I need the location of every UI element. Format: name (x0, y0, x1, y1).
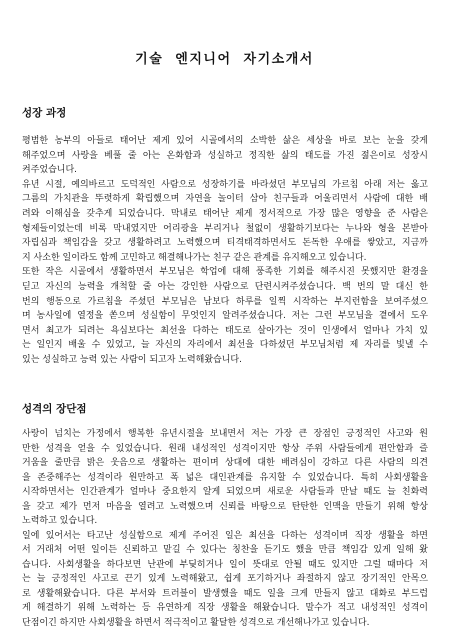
body-line: 는 늘 긍정적인 사고로 끈기 있게 노력해왔고, 쉽게 포기하거나 좌절하지 않고 장기적인 안목으 (22, 574, 428, 584)
body-line: 려와 이해심을 갖추게 되었습니다. 막내로 태어난 제게 정서적으로 가장 많은 영향을 준 사람은 (22, 208, 428, 219)
body-line: 형제들이었는데 비록 막내였지만 어리광을 부리거나 철없이 생활하기보다는 누나와 형을 본받아 (22, 223, 428, 234)
body-line: 번의 행동으로 가르침을 주셨던 부모님은 남보다 하루를 일찍 시작하는 부지런함을 보여주셨으 (22, 296, 428, 307)
paragraph (22, 529, 428, 631)
body-line: 게 해결하기 위해 노력하는 등 유연하게 직장 생활을 해왔습니다. 말수가 적고 내성적인 성격이 (22, 603, 428, 613)
body-line: 일에 있어서는 타고난 성실함으로 제게 주어진 일은 최선을 다하는 성격이며 직장 생활을 하면 (22, 530, 428, 541)
body-line: 있는 성실하고 능력 있는 사람이 되고자 노력해왔습니다. (22, 354, 242, 365)
body-line: 해주었으며 사랑을 베풀 줄 아는 온화함과 성실하고 정직한 삶의 태도를 가진 젊은이로 성장시 (22, 150, 428, 161)
body-line: 서 거래처 어떤 일이든 신뢰하고 맡길 수 있다는 칭찬을 듣기도 했을 만큼 책임감 있게 일해 왔 (22, 545, 428, 555)
body-line: 면서 최고가 되려는 욕심보다는 최선을 다하는 태도로 살아가는 것이 인생에서 얼마나 가치 있 (22, 325, 428, 336)
body-line: 자립심과 책임감을 갖고 생활하려고 노력했으며 티격태격하면서도 돈독한 우애를 쌓았고, 지금까 (22, 238, 428, 249)
paragraph (22, 134, 428, 178)
body-line: 딛고 자신의 능력을 개척할 줄 아는 강인한 사람으로 단련시켜주셨습니다. 백 번의 말 대신 한 (22, 281, 428, 292)
document-title: 기술 엔지니어 자기소개서 (135, 52, 314, 67)
section-body-personality (22, 427, 428, 630)
paragraph (22, 178, 428, 266)
section-body-growth (22, 134, 428, 368)
body-line: 단점이긴 하지만 사회생활을 하면서 적극적이고 활달한 성격으로 개선해나가고 있습니다. (22, 617, 370, 628)
body-line: 유년 시절, 예의바르고 도덕적인 사람으로 성장하기를 바라셨던 부모님의 가르침 아래 저는 옳고 (22, 179, 428, 190)
section-heading-personality: 성격의 장단점 (22, 403, 87, 415)
paragraph (22, 427, 428, 529)
section-heading-growth: 성장 과정 (22, 107, 67, 119)
body-line: 그름의 가치관을 뚜렷하게 확립했으며 자연을 놀이터 삼아 친구들과 어울리면서 사람에 대한 배 (22, 194, 428, 205)
body-line: 사랑이 넘치는 가정에서 행복한 유년시절을 보내면서 저는 가장 큰 장점인 긍정적인 사고와 원 (22, 429, 428, 439)
body-line: 켜주었습니다. (22, 165, 78, 176)
body-line: 며 농사일에 열정을 쏟으며 성실함이 무엇인지 알려주셨습니다. 저는 그런 부모님을 곁에서 도우 (22, 311, 428, 322)
body-line: 지 사소한 일이라도 함께 고민하고 해결해나가는 친구 같은 관계를 유지해오고 있습니다. (22, 252, 367, 263)
body-line: 습니다. 사회생활을 하다보면 난관에 부딪히거나 일이 뜻대로 안될 때도 있지만 그럴 때마다 저 (22, 559, 428, 570)
body-line: 또한 작은 시골에서 생활하면서 부모님은 학업에 대해 풍족한 기회를 해주시진 못했지만 환경을 (22, 267, 428, 278)
body-line: 을 갖고 제가 먼저 마음을 열려고 노력했으며 신뢰를 바탕으로 탄탄한 인맥을 만들기 위해 항상 (22, 501, 428, 512)
body-line: 는 일인지 배울 수 있었고, 늘 자신의 자리에서 최선을 다하셨던 부모님처럼 제 자리를 빛낼 수 (22, 340, 428, 351)
body-line: 로 생활해왔습니다. 다른 부서와 트러블이 발생했을 때도 일을 크게 만들지 않고 대화로 부드럽 (22, 588, 428, 599)
body-line: 을 존중해주는 성격이라 원만하고 폭 넓은 대인관계를 유지할 수 있었습니다. 특히 사회생활을 (22, 472, 428, 483)
body-line: 시작하면서는 인간관계가 얼마나 중요한지 알게 되었으며 새로운 사람들과 만날 때도 늘 친화력 (22, 487, 428, 497)
body-line: 만한 성격을 얻을 수 있었습니다. 원래 내성적인 성격이지만 항상 주위 사람들에게 편안함과 즐 (22, 443, 428, 454)
body-line: 평범한 농부의 아들로 태어난 제게 있어 시골에서의 소박한 삶은 세상을 바로 보는 눈을 갖게 (22, 136, 428, 146)
body-line: 노력하고 있습니다. (22, 516, 98, 526)
paragraph (22, 265, 428, 367)
body-line: 거움을 줄만큼 밝은 웃음으로 생활하는 편이며 상대에 대한 배려심이 강하고 다른 사람의 의견 (22, 458, 428, 468)
